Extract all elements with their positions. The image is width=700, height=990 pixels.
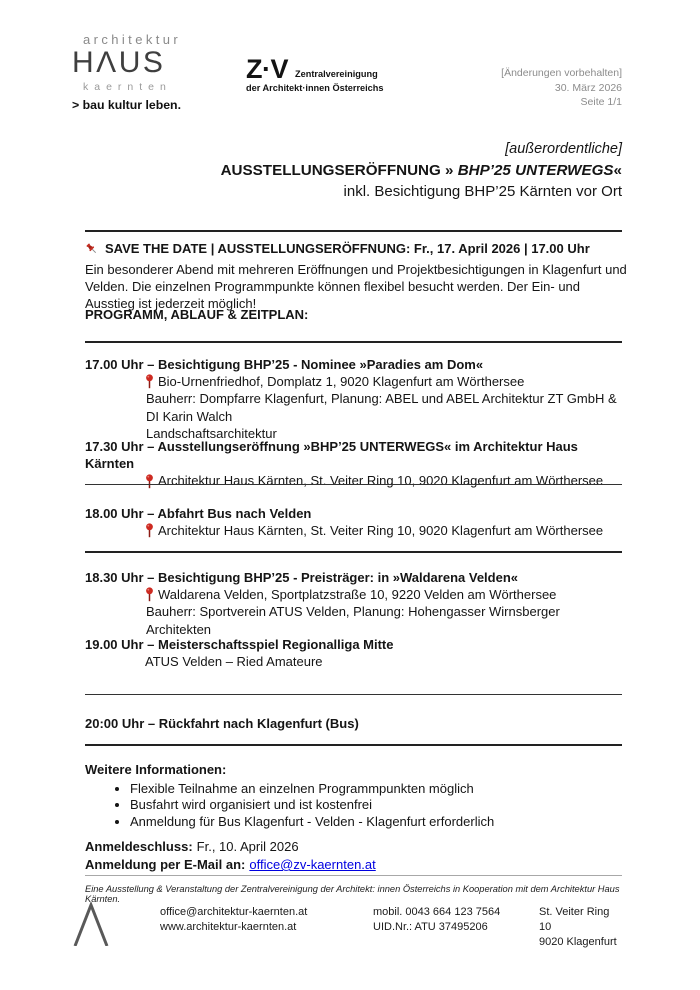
entry-location — [85, 373, 622, 390]
intro-paragraph: Ein besonderer Abend mit mehreren Eröffnungen und Projektbesichtigungen in Klagenfurt und Velden. Die einzelnen Programmpunkte können flexibel besucht werden. Der Ein- und Ausstieg ist jederzeit möglich! — [85, 262, 627, 311]
title-main-suffix: « — [613, 162, 622, 179]
info-bullet: • Anmeldung für Bus Klagenfurt - Velden - Klagenfurt erforderlich — [130, 814, 622, 829]
architektur-haus-logo — [72, 32, 181, 112]
deadline-label: Anmeldeschluss: — [85, 839, 193, 854]
logo-haus-text: HΛUS — [72, 46, 166, 79]
divider-section — [85, 484, 622, 485]
footer-fine-note: Eine Ausstellung & Veranstaltung der Zentralvereinigung der Architekt: innen Österreichs in Kooperation mit dem Architektur Haus Kärnten. — [85, 884, 620, 904]
save-the-date-text: SAVE THE DATE | AUSSTELLUNGSERÖFFNUNG: Fr., 17. April 2026 | 17.00 Uhr — [105, 241, 590, 256]
entry-detail: Bauherr: Dompfarre Klagenfurt, Planung: ABEL und ABEL Architektur ZT GmbH & DI Karin Walch — [146, 391, 617, 424]
registration-label: Anmeldung per E-Mail an: — [85, 857, 246, 872]
info-bullet: • Busfahrt wird organisiert und ist kostenfrei — [130, 797, 622, 812]
footer-contact-column — [160, 905, 307, 935]
zv-name: Zentralvereinigung — [295, 69, 378, 79]
logo-architektur-text: architektur — [83, 32, 182, 47]
title-block — [221, 139, 622, 202]
footer-city: 9020 Klagenfurt — [539, 936, 617, 948]
footer-phone-column — [373, 905, 500, 935]
registration-email-link[interactable]: office@zv-kaernten.at — [249, 857, 376, 872]
entry-detail: Landschaftsarchitektur — [146, 425, 277, 441]
info-bullet: • Flexible Teilnahme an einzelnen Programmpunkten möglich — [130, 781, 622, 796]
changes-note: [Änderungen vorbehalten] — [501, 67, 622, 79]
location-pin-icon — [145, 523, 154, 538]
entry-location — [85, 522, 622, 539]
location-pin-icon — [145, 587, 154, 602]
entry-title: 18.00 Uhr – Abfahrt Bus nach Velden — [85, 506, 312, 521]
footer-address-column — [539, 905, 622, 950]
ahk-caret-mark-icon — [73, 902, 109, 946]
program-entry-1900 — [85, 636, 622, 670]
divider-section — [85, 694, 622, 695]
further-info-heading: Weitere Informationen: — [85, 762, 227, 777]
title-subtitle: inkl. Besichtigung BHP’25 Kärnten vor Ort — [343, 183, 622, 200]
program-heading: PROGRAMM, ABLAUF & ZEITPLAN: — [85, 307, 309, 322]
page-number: Seite 1/1 — [580, 96, 622, 108]
program-entry-2000 — [85, 715, 622, 732]
deadline-line — [85, 838, 622, 855]
divider-section — [85, 744, 622, 746]
divider-top — [85, 230, 622, 232]
zv-mark-icon: Z·V — [246, 54, 288, 84]
registration-line — [85, 856, 622, 873]
program-entry-1730 — [85, 438, 622, 490]
entry-title: 18.30 Uhr – Besichtigung BHP’25 - Preisträger: in »Waldarena Velden« — [85, 570, 518, 585]
entry-detail: Bauherr: Sportverein ATUS Velden, Planung: Hohengasser Wirnsberger Architekten — [146, 604, 560, 637]
location-pin-icon — [145, 374, 154, 389]
footer-mobile: mobil. 0043 664 123 7564 — [373, 906, 501, 918]
document-meta — [501, 66, 622, 110]
logo-tagline: > bau kultur leben. — [72, 98, 181, 112]
location-pin-icon — [145, 474, 154, 489]
footer-uid: UID.Nr.: ATU 37495206 — [373, 921, 488, 933]
info-bullet-list — [85, 781, 622, 829]
footer-email: office@architektur-kaernten.at — [160, 906, 308, 918]
title-pre: [außerordentliche] — [505, 141, 622, 157]
entry-title: 17.30 Uhr – Ausstellungseröffnung »BHP’25 UNTERWEGS« im Architektur Haus Kärnten — [85, 439, 578, 472]
document-date: 30. März 2026 — [554, 81, 622, 94]
entry-title: 19.00 Uhr – Meisterschaftsspiel Regionalliga Mitte — [85, 637, 394, 652]
divider-section — [85, 551, 622, 553]
entry-title: 17.00 Uhr – Besichtigung BHP’25 - Nominee »Paradies am Dom« — [85, 357, 484, 372]
page-title — [221, 160, 622, 181]
divider-footer — [85, 875, 622, 876]
footer — [73, 902, 622, 952]
entry-detail: ATUS Velden – Ried Amateure — [145, 654, 323, 670]
save-the-date-heading — [85, 241, 622, 256]
program-entry-1830 — [85, 569, 622, 638]
entry-location — [85, 586, 622, 603]
entry-title: 20:00 Uhr – Rückfahrt nach Klagenfurt (Bus) — [85, 716, 359, 731]
further-info — [85, 761, 622, 830]
program-entry-1700 — [85, 356, 622, 442]
pushpin-icon — [85, 242, 99, 256]
title-main-prefix: AUSSTELLUNGSERÖFFNUNG » — [220, 162, 458, 179]
footer-street: St. Veiter Ring 10 — [539, 906, 610, 933]
program-entry-1800 — [85, 505, 622, 539]
entry-location-text: Waldarena Velden, Sportplatzstraße 10, 9220 Velden am Wörthersee — [158, 587, 557, 603]
entry-location-text: Architektur Haus Kärnten, St. Veiter Ring 10, 9020 Klagenfurt am Wörthersee — [158, 473, 604, 489]
entry-location-text: Architektur Haus Kärnten, St. Veiter Ring 10, 9020 Klagenfurt am Wörthersee — [158, 523, 604, 539]
deadline-value: Fr., 10. April 2026 — [196, 839, 299, 854]
logo-kaernten-text: kaernten — [83, 81, 172, 93]
divider-program — [85, 341, 622, 343]
title-main-emphasis: BHP’25 UNTERWEGS — [457, 162, 614, 179]
entry-location — [85, 472, 622, 489]
footer-website: www.architektur-kaernten.at — [160, 921, 297, 933]
zv-subtitle: der Architekt·innen Österreichs — [246, 83, 384, 93]
entry-location-text: Bio-Urnenfriedhof, Domplatz 1, 9020 Klagenfurt am Wörthersee — [158, 374, 525, 390]
zv-logo — [246, 56, 384, 93]
